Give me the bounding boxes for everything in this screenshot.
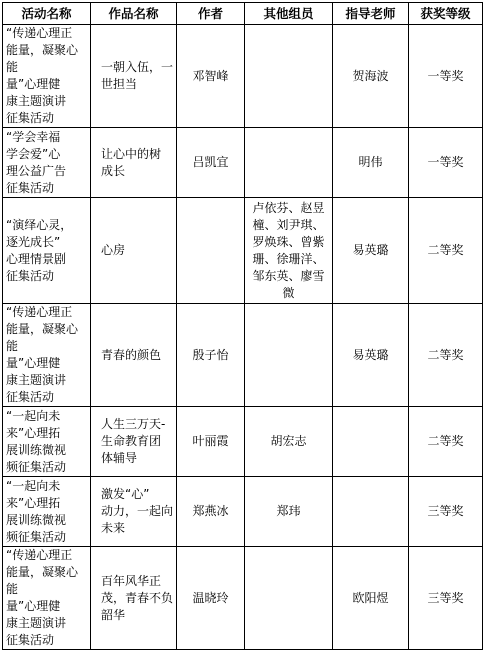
award-cell: 二等奖 (409, 304, 483, 407)
table-row (3, 304, 483, 407)
members-cell: 郑玮 (245, 477, 333, 547)
table-row (3, 407, 483, 477)
members-cell (245, 25, 333, 128)
activity-cell: “学会幸福 学会爱”心 理公益广告 征集活动 (3, 128, 91, 198)
work-cell: 激发“心” 动力，一起向 未来 (91, 477, 177, 547)
work-cell: 心房 (91, 198, 177, 304)
members-cell: 胡宏志 (245, 407, 333, 477)
work-cell: 让心中的树 成长 (91, 128, 177, 198)
activity-cell: “传递心理正 能量，凝聚心能 量”心理健 康主题演讲 征集活动 (3, 547, 91, 650)
activity-cell: “传递心理正 能量，凝聚心能 量”心理健 康主题演讲 征集活动 (3, 25, 91, 128)
activity-cell: “演绎心灵， 逐光成长” 心理情景剧 征集活动 (3, 198, 91, 304)
award-cell: 三等奖 (409, 477, 483, 547)
activity-cell: “一起向未 来”心理拓 展训练微视 频征集活动 (3, 477, 91, 547)
members-cell (245, 547, 333, 650)
award-cell: 二等奖 (409, 407, 483, 477)
activity-cell: “传递心理正 能量，凝聚心能 量”心理健 康主题演讲 征集活动 (3, 304, 91, 407)
teacher-cell: 易英璐 (333, 304, 409, 407)
teacher-cell (333, 407, 409, 477)
activity-cell: “一起向未 来”心理拓 展训练微视 频征集活动 (3, 407, 91, 477)
teacher-cell: 易英璐 (333, 198, 409, 304)
author-cell: 吕凯宜 (177, 128, 245, 198)
table-row (3, 547, 483, 650)
header-work: 作品名称 (91, 3, 177, 25)
table-row (3, 198, 483, 304)
author-cell: 温晓玲 (177, 547, 245, 650)
award-cell: 二等奖 (409, 198, 483, 304)
work-cell: 青春的颜色 (91, 304, 177, 407)
header-members: 其他组员 (245, 3, 333, 25)
work-cell: 人生三万天- 生命教育团 体辅导 (91, 407, 177, 477)
header-award: 获奖等级 (409, 3, 483, 25)
header-teacher: 指导老师 (333, 3, 409, 25)
header-activity: 活动名称 (3, 3, 91, 25)
teacher-cell: 贺海波 (333, 25, 409, 128)
table-row (3, 25, 483, 128)
author-cell (177, 198, 245, 304)
table-row (3, 128, 483, 198)
author-cell: 郑燕冰 (177, 477, 245, 547)
header-author: 作者 (177, 3, 245, 25)
award-cell: 三等奖 (409, 547, 483, 650)
teacher-cell (333, 477, 409, 547)
award-cell: 一等奖 (409, 128, 483, 198)
members-cell (245, 304, 333, 407)
author-cell: 叶丽霞 (177, 407, 245, 477)
author-cell: 殷子怡 (177, 304, 245, 407)
author-cell: 邓智峰 (177, 25, 245, 128)
awards-table (2, 2, 483, 650)
work-cell: 一朝入伍，一 世担当 (91, 25, 177, 128)
award-cell: 一等奖 (409, 25, 483, 128)
teacher-cell: 欧阳煜 (333, 547, 409, 650)
members-cell (245, 128, 333, 198)
table-row (3, 477, 483, 547)
members-cell: 卢依芬、赵昱 橦、刘尹琪、 罗焕珠、曾紫 珊、徐珊洋、 邹东英、廖雪 微 (245, 198, 333, 304)
work-cell: 百年风华正 茂，青春不负 韶华 (91, 547, 177, 650)
teacher-cell: 明伟 (333, 128, 409, 198)
header-row (3, 3, 483, 25)
